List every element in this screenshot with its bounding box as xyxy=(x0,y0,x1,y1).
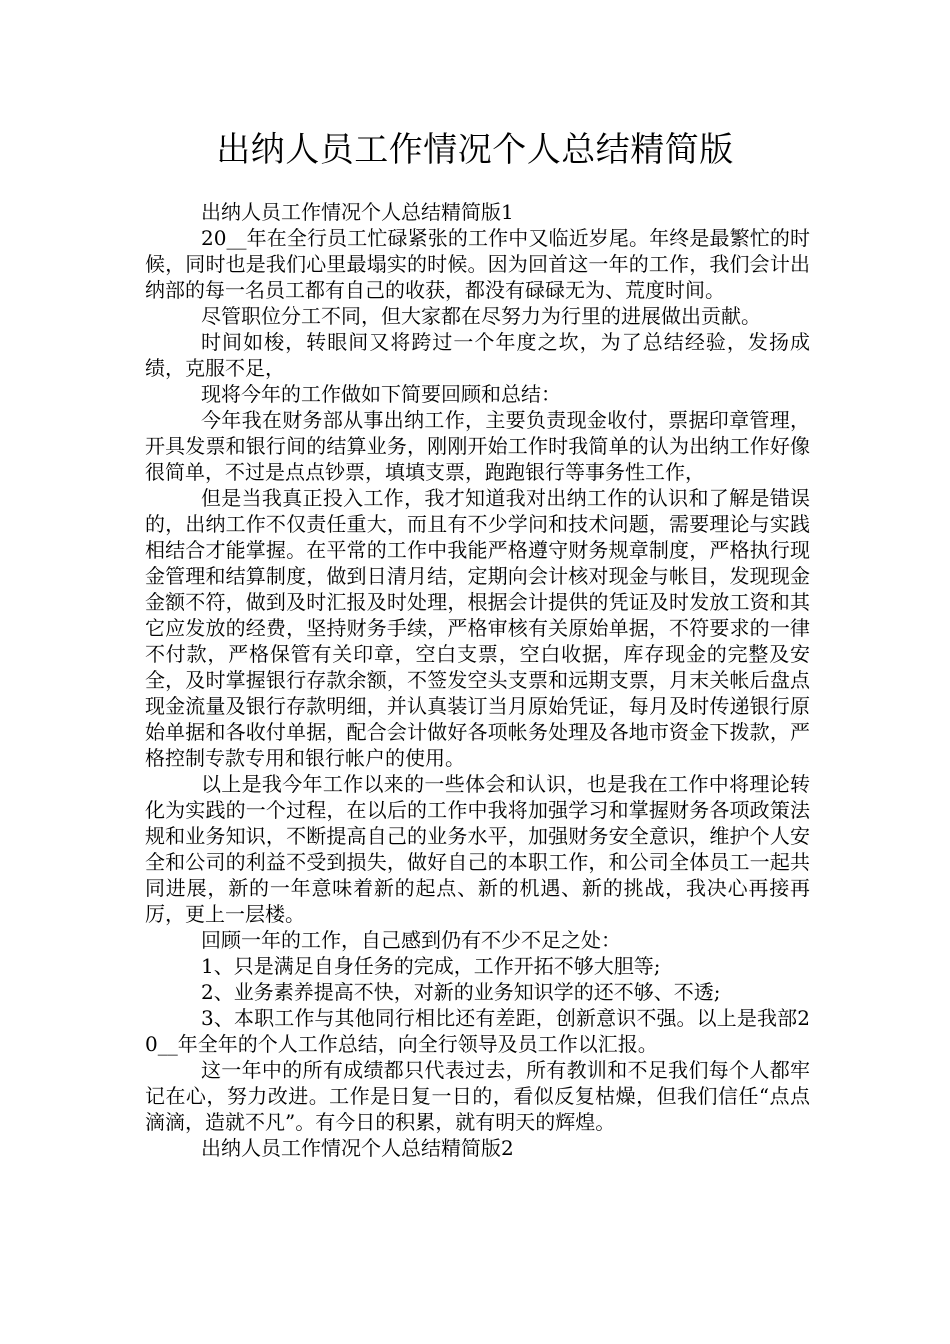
paragraph-practice: 但是当我真正投入工作，我才知道我对出纳工作的认识和了解是错误的，出纳工作不仅责任重大，而且有不少学问和技术问题，需要理论与实践相结合才能掌握。在平常的工作中我能严格遵守财务规章制度，严格执行现金管理和结算制度，做到日清月结，定期向会计核对现金与帐目，发现现金金额不符，做到及时汇报及时处理，根据会计提供的凭证及时发放工资和其它应发放的经费，坚持财务手续，严格审核有关原始单据，不符要求的一律不付款，严格保管有关印章，空白支票，空白收据，库存现金的完整及安全，及时掌握银行存款余额，不签发空头支票和远期支票，月末关帐后盘点现金流量及银行存款明细，并认真装订当月原始凭证，每月及时传递银行原始单据和各收付单据，配合会计做好各项帐务处理及各地市资金下拨款，严格控制专款专用和银行帐户的使用。 xyxy=(145,486,810,770)
list-item-1: 1、只是满足自身任务的完成，工作开拓不够大胆等; xyxy=(201,954,661,978)
paragraph-time: 时间如梭，转眼间又将跨过一个年度之坎，为了总结经验，发扬成绩，克服不足， xyxy=(145,330,810,380)
paragraph-closing: 这一年中的所有成绩都只代表过去，所有教训和不足我们每个人都牢记在心，努力改进。工作是日复一日的，看似反复枯燥，但我们信任“点点滴滴，造就不凡”。有今日的积累，就有明天的辉煌。 xyxy=(145,1058,810,1134)
paragraph-shortcomings: 回顾一年的工作，自己感到仍有不少不足之处： xyxy=(201,928,621,952)
list-item-3: 3、本职工作与其他同行相比还有差距，创新意识不强。以上是我部20__年全年的个人工作总结，向全行领导及员工作以汇报。 xyxy=(145,1006,810,1056)
paragraph-review-intro: 现将今年的工作做如下简要回顾和总结： xyxy=(201,382,561,406)
list-item-2: 2、业务素养提高不快，对新的业务知识学的还不够、不透; xyxy=(201,980,721,1004)
document-title: 出纳人员工作情况个人总结精简版 xyxy=(216,130,734,170)
section-heading-2: 出纳人员工作情况个人总结精简版2 xyxy=(201,1136,514,1160)
paragraph-reflection: 以上是我今年工作以来的一些体会和认识，也是我在工作中将理论转化为实践的一个过程，在以后的工作中我将加强学习和掌握财务各项政策法规和业务知识，不断提高自己的业务水平，加强财务安全意识，维护个人安全和公司的利益不受到损失，做好自己的本职工作，和公司全体员工一起共同进展，新的一年意味着新的起点、新的机遇、新的挑战，我决心再接再厉，更上一层楼。 xyxy=(145,772,810,926)
paragraph-intro: 20__年在全行员工忙碌紧张的工作中又临近岁尾。年终是最繁忙的时候，同时也是我们心里最塌实的时候。因为回首这一年的工作，我们会计出纳部的每一名员工都有自己的收获，都没有碌碌无为、荒度时间。 xyxy=(145,226,810,302)
section-heading-1: 出纳人员工作情况个人总结精简版1 xyxy=(201,200,514,224)
document-body xyxy=(145,199,810,1161)
paragraph-contribution: 尽管职位分工不同，但大家都在尽努力为行里的进展做出贡献。 xyxy=(201,304,761,328)
paragraph-duties: 今年我在财务部从事出纳工作，主要负责现金收付，票据印章管理，开具发票和银行间的结算业务，刚刚开始工作时我简单的认为出纳工作好像很简单，不过是点点钞票，填填支票，跑跑银行等事务性工作， xyxy=(145,408,810,484)
